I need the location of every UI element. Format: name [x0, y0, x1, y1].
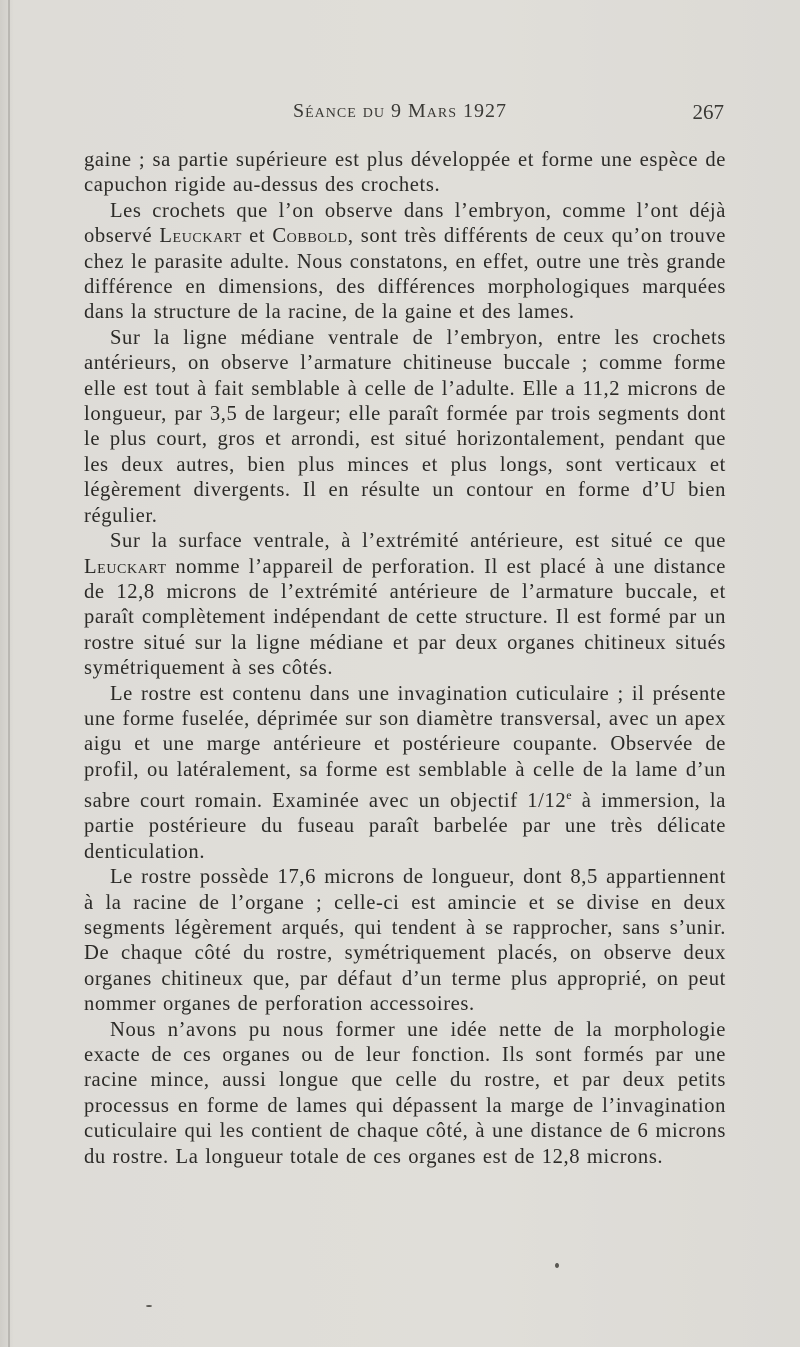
page-number: 267: [692, 100, 724, 124]
print-speck: [146, 1305, 152, 1307]
page-header: [0, 96, 800, 130]
paragraph-text: nomme l’appareil de perforation. Il est placé à une distance de 12,8 microns de l’extrémité antérieure de l’armature buccale, et paraît complètement indépendant de cette structure. Il est formé par un rostre situé sur la ligne médiane et par deux organes chitineux situés symétriquement à ses côtés.: [84, 555, 726, 680]
author-name-leuckart: Leuckart: [84, 555, 167, 578]
paragraph-text: Sur la surface ventrale, à l’extrémité antérieure, est situé ce que: [110, 530, 726, 553]
paragraph-text: Les crochets que l’on observe dans l’embryon, comme l’ont déjà observé: [84, 199, 726, 248]
author-name-leuckart: Leuckart: [159, 225, 243, 248]
paragraph-text: Le rostre est contenu dans une invagination cuticulaire ; il présente une forme fuselée, déprimée sur son diamètre transversal, avec un apex aigu et une marge antérieure et postérieure coupante. Observée de profil, ou latéralement, sa forme est semblable à celle de la lame d’un sabre court romain. Examinée avec un objectif 1/12: [84, 682, 726, 813]
superscript: e: [566, 788, 573, 803]
paragraph-text: gaine ; sa partie supérieure est plus développée et forme une espèce de capuchon rigide au-dessus des crochets.: [84, 149, 726, 197]
paragraph-7: [84, 1018, 726, 1170]
paragraph-text: à immersion, la partie postérieure du fuseau paraît barbelée par une très délicate denticulation.: [84, 790, 726, 863]
page-binding-edge: [8, 0, 10, 1347]
body-text: [84, 148, 726, 1170]
paragraph-2: [84, 199, 726, 326]
author-name-cobbold: Cobbold: [272, 225, 348, 248]
paragraph-6: [84, 865, 726, 1017]
paragraph-4: [84, 529, 726, 681]
paragraph-text: , sont très différents de ceux qu’on trouve chez le parasite adulte. Nous constatons, en effet, outre une très grande différence en dimensions, des différences morphologiques marquées dans la structure de la racine, de la gaine et des lames.: [84, 225, 726, 324]
running-head: Séance du 9 Mars 1927: [292, 100, 508, 122]
paragraph-1: [84, 148, 726, 199]
paragraph-text: et: [242, 225, 273, 248]
paragraph-text: Le rostre possède 17,6 microns de longueur, dont 8,5 appartiennent à la racine de l’organe ; celle-ci est amincie et se divise en deux segments légèrement arqués, qui tendent à se rapprocher, sans s’unir. De chaque côté du rostre, symétriquement placés, on observe deux organes chitineux que, par défaut d’un terme plus approprié, on peut nommer organes de perforation accessoires.: [84, 866, 726, 1016]
print-speck: [555, 1263, 559, 1268]
paragraph-text: Nous n’avons pu nous former une idée nette de la morphologie exacte de ces organes ou de leur fonction. Ils sont formés par une racine mince, aussi longue que celle du rostre, et par deux petits processus en forme de lames qui dépassent la marge de l’invagination cuticulaire qui les contient de chaque côté, à une distance de 6 microns du rostre. La longueur totale de ces organes est de 12,8 microns.: [84, 1018, 726, 1168]
paragraph-text: Sur la ligne médiane ventrale de l’embryon, entre les crochets antérieurs, on observe l’armature chitineuse buccale ; comme forme elle est tout à fait semblable à celle de l’adulte. Elle a 11,2 microns de longueur, par 3,5 de largeur; elle paraît formée par trois segments dont le plus court, gros et arrondi, est situé horizontalement, pendant que les deux autres, bien plus minces et plus longs, sont verticaux et légèrement divergents. Il en résulte un contour en forme d’U bien régulier.: [84, 326, 726, 527]
paragraph-3: [84, 326, 726, 529]
paragraph-5: [84, 682, 726, 866]
